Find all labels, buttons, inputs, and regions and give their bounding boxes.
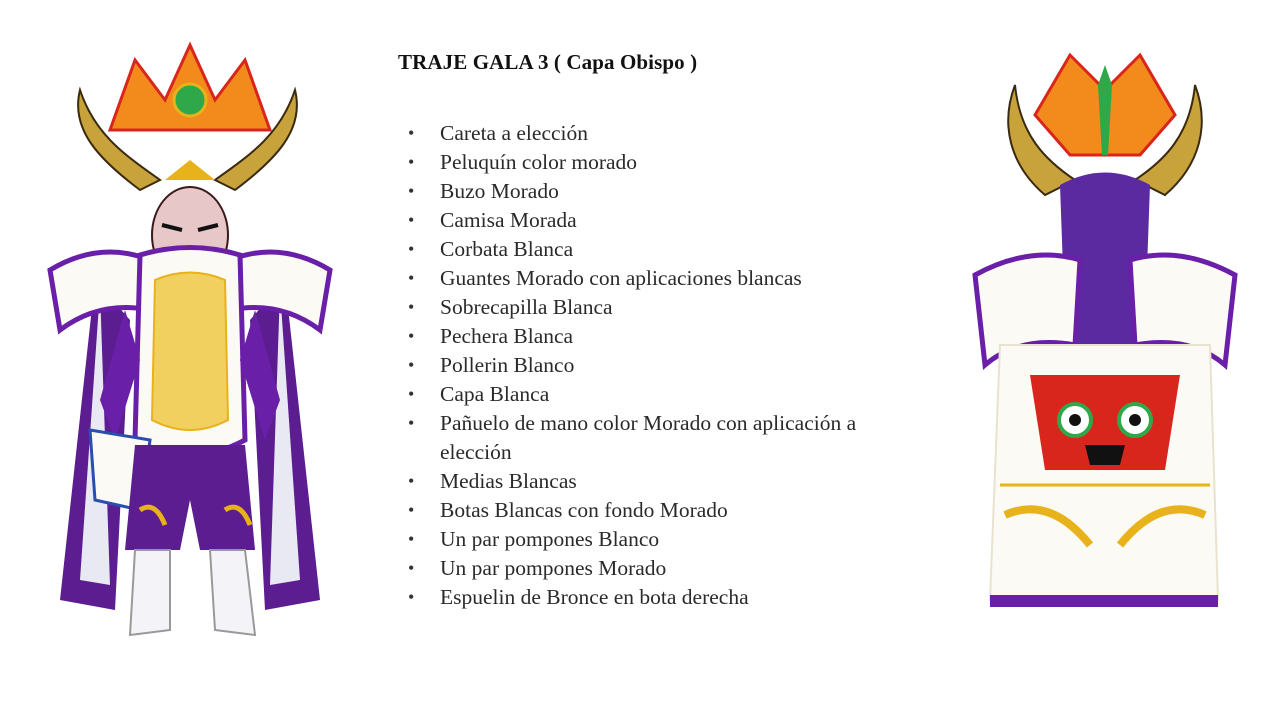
costume-front-image — [40, 40, 340, 650]
list-item: • Careta a elección — [408, 119, 928, 148]
list-item: • Peluquín color morado — [408, 148, 928, 177]
list-item: • Guantes Morado con aplicaciones blancas — [408, 264, 928, 293]
list-item: • Sobrecapilla Blanca — [408, 293, 928, 322]
list-item: • Pollerin Blanco — [408, 351, 928, 380]
slide-title: TRAJE GALA 3 ( Capa Obispo ) — [398, 50, 698, 74]
list-item: • Camisa Morada — [408, 206, 928, 235]
costume-items-list — [408, 119, 928, 612]
list-item: • Espuelin de Bronce en bota derecha — [408, 583, 928, 612]
list-item: • Buzo Morado — [408, 177, 928, 206]
list-item: • Medias Blancas — [408, 467, 928, 496]
list-item: • Botas Blancas con fondo Morado — [408, 496, 928, 525]
list-item: • Un par pompones Blanco — [408, 525, 928, 554]
list-item: • Pañuelo de mano color Morado con aplicación a elección — [408, 409, 928, 467]
costume-back-image — [960, 45, 1250, 635]
list-item: • Corbata Blanca — [408, 235, 928, 264]
list-item: • Pechera Blanca — [408, 322, 928, 351]
list-item: • Un par pompones Morado — [408, 554, 928, 583]
list-item: • Capa Blanca — [408, 380, 928, 409]
